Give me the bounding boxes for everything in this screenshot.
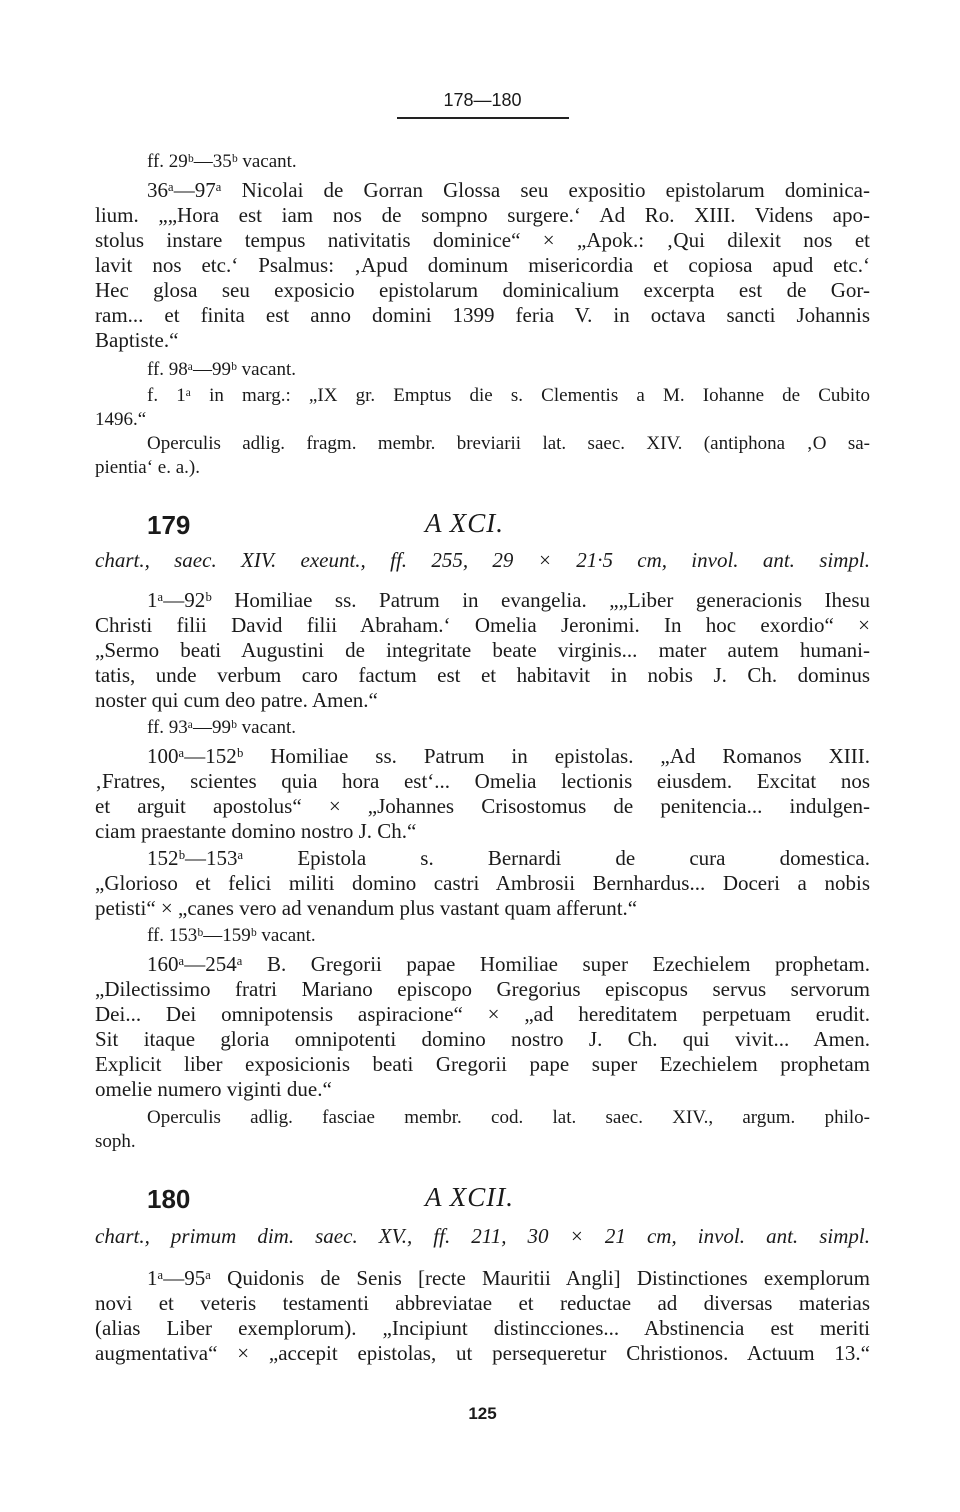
entry-line: noster qui cum deo patre. Amen.“ <box>95 688 378 712</box>
ms178-entry-36 <box>95 178 870 353</box>
entry-line: (alias Liber exemplorum). „Incipiunt distincciones... Abstinencia est meriti <box>95 1316 870 1340</box>
entry-line: Baptiste.“ <box>95 328 179 352</box>
entry-line: lium. „„Hora est iam nos de sompno surgere.‘ Ad Ro. XIII. Videns apo- <box>95 203 870 227</box>
ms179-entry-160 <box>95 952 870 1102</box>
entry-line: petisti“ × „canes vero ad venandum plus vastant quam afferunt.“ <box>95 896 638 920</box>
entry-line: lavit nos etc.‘ Psalmus: ‚Apud dominum misericordia et copiosa apud etc.‘ <box>95 253 870 277</box>
ms179-entry-152 <box>95 846 870 921</box>
ms179-number: 179 <box>147 510 191 540</box>
ms180-description: chart., primum dim. saec. XV., ff. 211, 30 × 21 cm, invol. ant. simpl. <box>95 1224 870 1248</box>
entry-line: Sit itaque gloria omnipotenti domino nostro J. Ch. qui vivit... Amen. <box>95 1027 870 1051</box>
entry-line: Hec glosa seu exposicio epistolarum dominicalium excerpta est de Gor- <box>95 278 870 302</box>
ms179-entry-100 <box>95 744 870 844</box>
entry-line: 1ᵃ—95ᵃ Quidonis de Senis [recte Mauritii Angli] Distinctiones exemplorum <box>147 1266 870 1290</box>
entry-line: ‚Fratres, scientes quia hora est‘... Omelia lectionis eiusdem. Excitat nos <box>95 769 870 793</box>
ms180-entry-1 <box>95 1266 870 1366</box>
entry-line: „Dilectissimo fratri Mariano episcopo Gregorius episcopus servus servorum <box>95 977 870 1001</box>
document-page <box>95 0 870 1512</box>
entry-line: 100ᵃ—152ᵇ Homiliae ss. Patrum in epistolas. „Ad Romanos XIII. <box>147 744 870 768</box>
entry-line: tatis, unde verbum caro factum est et habitavit in nobis J. Ch. dominus <box>95 663 870 687</box>
entry-line: 36ᵃ—97ᵃ Nicolai de Gorran Glossa seu expositio epistolarum dominica- <box>147 178 870 202</box>
entry-line: „Glorioso et felici militi domino castri Ambrosii Bernhardus... Doceri a nobis <box>95 871 870 895</box>
ms178-vacant-98: ff. 98ᵃ—99ᵇ vacant. <box>147 359 296 380</box>
entry-line: Christi filii David filii Abraham.‘ Omelia Jeronimi. In hoc exordio“ × <box>95 613 870 637</box>
entry-line: novi et veteris testamenti abbreviatae et reductae ad diversas materias <box>95 1291 870 1315</box>
entry-line: 1ᵃ—92ᵇ Homiliae ss. Patrum in evangelia. „„Liber generacionis Ihesu <box>147 588 870 612</box>
ms179-vacant-153: ff. 153ᵇ—159ᵇ vacant. <box>147 925 316 946</box>
entry-line: 160ᵃ—254ᵃ B. Gregorii papae Homiliae super Ezechielem prophetam. <box>147 952 870 976</box>
entry-line: omelie numero viginti due.“ <box>95 1077 332 1101</box>
entry-line: „Sermo beati Augustini de integritate beate virginis... mater autem humani- <box>95 638 870 662</box>
ms180-number: 180 <box>147 1184 191 1214</box>
ms179-entry-1 <box>95 588 870 713</box>
ms179-signature: A XCI. <box>425 508 504 538</box>
entry-line: Explicit liber exposicionis beati Gregorii pape super Ezechielem prophetam <box>95 1052 870 1076</box>
entry-line: et arguit apostolus“ × „Johannes Crisostomus de penitencia... indulgen- <box>95 794 870 818</box>
running-head: 178—180 <box>443 90 522 110</box>
ms180-signature: A XCII. <box>425 1182 514 1212</box>
ms179-vacant-93: ff. 93ᵃ—99ᵇ vacant. <box>147 717 296 738</box>
entry-line: 152ᵇ—153ᵃ Epistola s. Bernardi de cura domestica. <box>147 846 870 870</box>
ms178-vacant-29: ff. 29ᵇ—35ᵇ vacant. <box>147 151 297 172</box>
entry-line: Dei... Dei omnipotensis aspiracione“ × „ad hereditatem perpetuam erudit. <box>95 1002 870 1026</box>
entry-line: augmentativa“ × „accepit epistolas, ut persequeretur Christionos. Actuum 13.“ <box>95 1341 870 1365</box>
entry-line: stolus instare tempus nativitatis dominice“ × „Apok.: ‚Qui dilexit nos et <box>95 228 870 252</box>
running-head-rule <box>397 117 569 119</box>
page-number: 125 <box>468 1404 497 1423</box>
ms178-marginal-note: f. 1ᵃ in marg.: „IX gr. Emptus die s. Clementis a M. Iohanne de Cubito 1496.“ <box>95 385 870 430</box>
ms179-description: chart., saec. XIV. exeunt., ff. 255, 29 × 21·5 cm, invol. ant. simpl. <box>95 548 870 572</box>
entry-line: ciam praestante domino nostro J. Ch.“ <box>95 819 417 843</box>
entry-line: ram... et finita est anno domini 1399 feria V. in octava sancti Johannis <box>95 303 870 327</box>
ms178-operculis: Operculis adlig. fragm. membr. breviarii lat. saec. XIV. (antiphona ‚O sa- pientia‘ e. a.). <box>95 433 870 478</box>
ms179-operculis: Operculis adlig. fasciae membr. cod. lat. saec. XIV., argum. philo- soph. <box>95 1107 870 1152</box>
